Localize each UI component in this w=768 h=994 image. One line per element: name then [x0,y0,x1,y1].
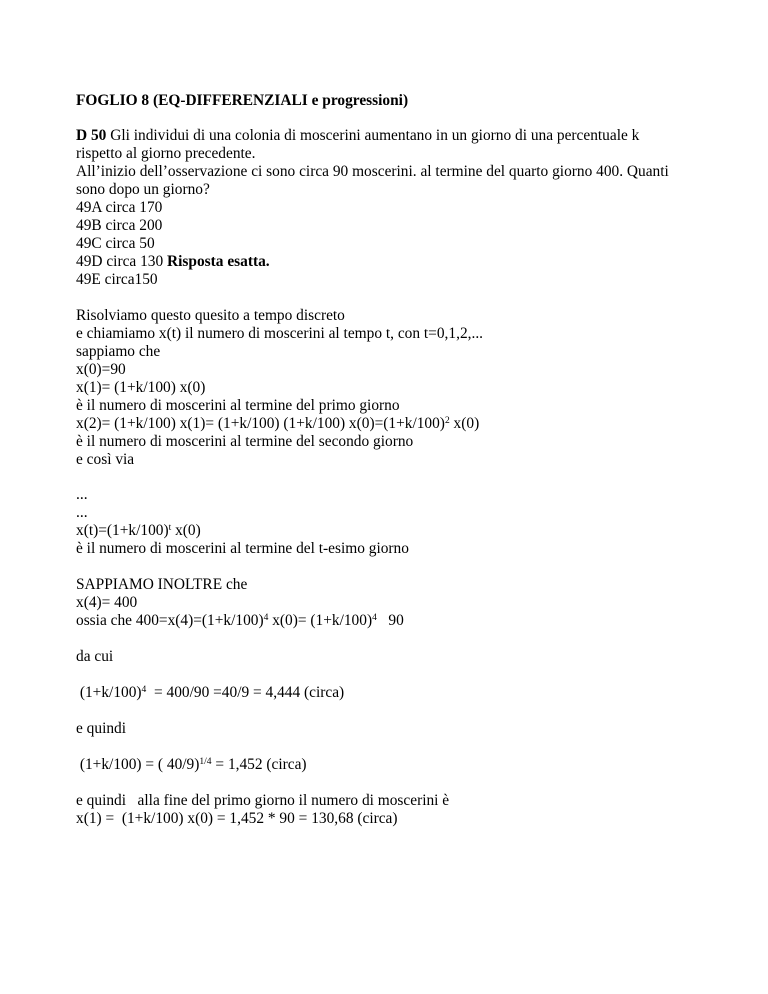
option-49a: 49A circa 170 [76,199,163,216]
question-line-2: rispetto al giorno precedente. [76,145,256,162]
solution-formula-line: $x(t)=(1+k/100)^t$ x(0) [76,521,201,539]
question-line-3: All’inizio dell’osservazione ci sono circa 90 moscerini. al termine del quarto giorno 400. Quanti [76,163,669,180]
solution-line: x(1)= (1+k/100) x(0) [76,379,206,396]
solution-line: e così via [76,451,135,468]
solution-formula-line: ossia che $400=x(4)=(1+k/100)^4$ $x(0)= (1+k/100)^4$ 90 [76,611,404,629]
solution-formula-line: $(1+k/100)^4 = 400/90 =40/9 = 4,444$ (circa) [76,683,345,701]
solution-line: x(0)=90 [76,361,126,378]
solution-result-line: x(1) = (1+k/100) x(0) = 1,452 * 90 = 130,68 (circa) [76,810,398,827]
solution-line: è il numero di moscerini al termine del primo giorno [76,397,400,414]
solution-line: Risolviamo questo quesito a tempo discreto [76,307,345,324]
option-49c: 49C circa 50 [76,235,155,252]
option-49b: 49B circa 200 [76,217,163,234]
option-49d: 49D circa 130 Risposta esatta. [76,253,270,270]
question-line-4: sono dopo un giorno? [76,181,210,198]
solution-formula-line: (1+k/100) = ( 40/9)$^{1/4}$ = 1,452 (circa) [76,755,307,773]
solution-line: sappiamo che [76,343,161,360]
solution-line: e quindi [76,720,127,737]
correct-answer-label: Risposta esatta. [167,253,270,270]
ellipsis-line: ... [76,504,88,521]
solution-line: x(4)= 400 [76,594,138,611]
question-id: D 50 [76,127,107,144]
ellipsis-line: ... [76,486,88,503]
solution-line: SAPPIAMO INOLTRE che [76,576,248,593]
solution-line: è il numero di moscerini al termine del t-esimo giorno [76,540,409,557]
document-title: FOGLIO 8 (EQ-DIFFERENZIALI e progressioni) [76,92,409,109]
question-line-1: D 50 Gli individui di una colonia di moscerini aumentano in un giorno di una percentuale k [76,127,640,144]
solution-line: e chiamiamo x(t) il numero di moscerini al tempo t, con t=0,1,2,... [76,325,484,342]
solution-formula-line: x(2)= (1+k/100) x(1)= (1+k/100) (1+k/100) $x(0)=(1+k/100)^2$ x(0) [76,414,480,432]
solution-line: è il numero di moscerini al termine del secondo giorno [76,433,414,450]
option-49e: 49E circa150 [76,271,158,288]
solution-line: da cui [76,648,114,665]
solution-line: e quindi alla fine del primo giorno il numero di moscerini è [76,792,450,809]
